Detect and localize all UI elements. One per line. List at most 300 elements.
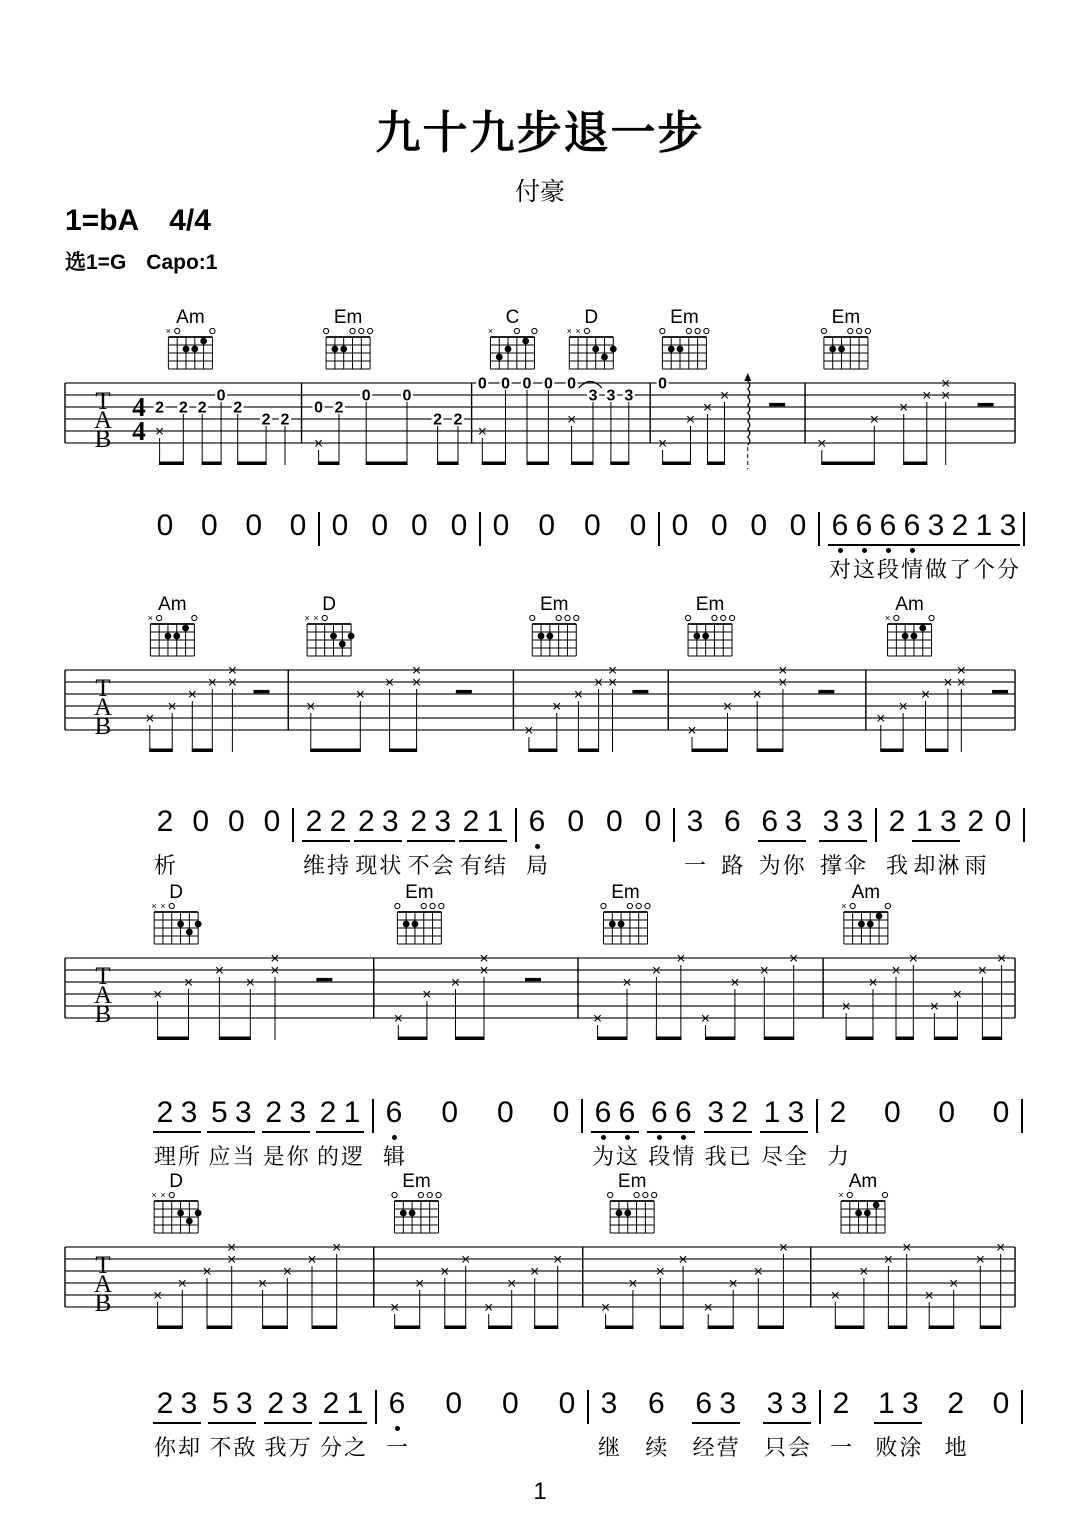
finger-dot (677, 346, 684, 353)
strum-x-mark: × (600, 1299, 611, 1317)
jianpu-note: 0 (538, 509, 555, 542)
open-string-marker (169, 903, 174, 908)
jianpu-notes-row (597, 1388, 621, 1424)
open-string-marker (608, 1192, 613, 1197)
jianpu-lyrics-row (498, 1435, 522, 1461)
jianpu-note: 2 (947, 1387, 964, 1420)
beam (660, 1326, 684, 1330)
jianpu-lyrics-row (876, 557, 924, 583)
jianpu-note: 0 (410, 509, 428, 542)
jianpu-notes-row (153, 510, 177, 546)
fret-number: 2 (280, 411, 290, 429)
finger-dot (546, 633, 553, 640)
strum-x-mark: × (479, 950, 489, 968)
lyric-char: 为 (591, 1144, 614, 1169)
jianpu-notes-row (382, 1097, 406, 1133)
lyric-char: 理 (153, 1144, 176, 1169)
beam (835, 1326, 865, 1330)
jianpu-notes-row (580, 510, 604, 546)
tab-clef-letter: A (93, 982, 113, 1009)
jianpu-note-group (972, 510, 1020, 583)
strum-x-mark: × (245, 974, 255, 992)
jianpu-note: 2 (951, 509, 969, 542)
jianpu-notes-row (683, 806, 707, 842)
jianpu-measure (517, 806, 673, 879)
jianpu-dots-row (874, 1424, 922, 1433)
open-string-marker (885, 903, 890, 908)
jianpu-dot-cell (626, 546, 650, 555)
jianpu-notes-row (498, 1388, 522, 1424)
jianpu-dots-row (407, 842, 455, 851)
finger-dot (195, 1210, 202, 1217)
jianpu-dots-row (535, 546, 559, 555)
jianpu-lyrics-row (489, 557, 513, 583)
strum-x-mark: × (920, 686, 931, 704)
strum-x-mark: × (282, 1263, 292, 1281)
jianpu-dots-row (876, 546, 924, 555)
jianpu-note: 6 (594, 1096, 612, 1129)
jianpu-lyrics-row (935, 1144, 959, 1170)
jianpu-note: 3 (790, 1387, 808, 1420)
jianpu-note: 3 (434, 805, 451, 838)
beam (656, 1037, 682, 1041)
jianpu-note: 3 (822, 805, 840, 838)
jianpu-note: 6 (831, 509, 849, 542)
low-octave-dot (657, 1135, 662, 1140)
strum-x-mark: × (552, 1251, 563, 1269)
jianpu-note: 5 (211, 1387, 229, 1420)
jianpu-dot-cell (989, 1424, 1013, 1433)
tab-system-1 (65, 293, 1015, 493)
strum-x-mark: × (869, 411, 880, 429)
jianpu-dots-row (354, 842, 402, 851)
jianpu-dots-row (989, 1424, 1013, 1433)
low-octave-dot (601, 1135, 606, 1140)
finger-dot (165, 633, 172, 640)
half-rest-dash (253, 690, 269, 693)
jianpu-dots-row (885, 842, 909, 851)
jianpu-lyrics-row (786, 557, 810, 583)
jianpu-dot-cell (671, 1133, 695, 1142)
beam (896, 1037, 914, 1041)
jianpu-dot-cell (843, 842, 867, 851)
beam (571, 462, 593, 466)
jianpu-lyrics-row (153, 557, 177, 583)
jianpu-dots-row (224, 842, 248, 851)
jianpu-note: 3 (235, 1387, 253, 1420)
jianpu-lyrics-row (197, 557, 221, 583)
jianpu-dots-row (829, 1424, 853, 1433)
jianpu-lyrics-row (493, 1144, 517, 1170)
lyric-char: 败 (875, 1435, 898, 1460)
jianpu-notes-row (786, 510, 810, 546)
jianpu-dot-cell (972, 546, 996, 555)
fret-number: 0 (314, 399, 324, 417)
lyric-char: 状 (379, 853, 402, 878)
fret-number: 2 (155, 399, 165, 417)
jianpu-lyrics-row (626, 557, 650, 583)
jianpu-dot-cell (641, 842, 665, 851)
tab-clef-letter: B (94, 1001, 112, 1028)
chord-name: Em (540, 594, 569, 615)
lyric-char: 结 (483, 853, 506, 878)
strum-x-mark: × (817, 435, 827, 453)
lyric-char: 一 (683, 853, 706, 878)
jianpu-lyrics-row (720, 853, 744, 879)
jianpu-measure (294, 806, 515, 879)
lyric-char: 我 (704, 1144, 727, 1169)
jianpu-note: 6 (723, 805, 741, 838)
beam (527, 462, 549, 466)
finger-dot (522, 338, 529, 345)
beam (934, 1037, 958, 1041)
strum-x-mark: × (307, 1251, 317, 1269)
muted-string-marker: × (151, 901, 157, 911)
chord-diagram (324, 307, 373, 369)
lyric-char (880, 1144, 904, 1170)
jianpu-note: 1 (346, 1387, 364, 1420)
beam (980, 1326, 1001, 1330)
jianpu-line-3 (145, 1097, 1023, 1170)
jianpu-note-group (153, 1097, 201, 1170)
jianpu-notes-row (328, 510, 352, 546)
finger-dot (186, 1218, 193, 1225)
jianpu-note: 3 (707, 1096, 724, 1129)
finger-dot (538, 633, 545, 640)
lyric-char: 路 (721, 853, 744, 878)
jianpu-note: 0 (567, 805, 584, 838)
lyric-char (535, 557, 559, 583)
jianpu-note-group (264, 1388, 312, 1461)
open-string-marker (574, 615, 579, 620)
strum-x-mark: × (332, 1239, 342, 1257)
lyric-char: 一 (829, 1435, 852, 1460)
jianpu-dots-row (591, 1133, 639, 1142)
strum-x-mark: × (628, 1275, 638, 1293)
beam (157, 1326, 183, 1330)
lyric-char (935, 1144, 959, 1170)
open-string-marker (530, 615, 535, 620)
strum-x-mark: × (479, 962, 489, 980)
jianpu-dots-row (260, 842, 284, 851)
chord-name: D (584, 307, 599, 328)
strum-x-mark: × (703, 1299, 713, 1317)
jianpu-lyrics-row (153, 1435, 201, 1461)
lyric-char (489, 557, 513, 583)
open-string-marker (157, 615, 162, 620)
jianpu-dot-cell (828, 546, 852, 555)
open-string-marker (636, 903, 641, 908)
jianpu-note: 6 (528, 805, 546, 838)
jianpu-dots-row (989, 1133, 1013, 1142)
jianpu-note: 3 (381, 805, 399, 838)
beam (310, 749, 361, 753)
beam (578, 749, 599, 753)
lyric-char (153, 557, 177, 583)
jianpu-note-group (989, 1388, 1013, 1461)
open-string-marker (601, 903, 606, 908)
jianpu-lyrics-row (760, 1144, 808, 1170)
jianpu-notes-row (525, 806, 549, 842)
open-string-marker (848, 328, 853, 333)
strum-x-mark: × (552, 698, 562, 716)
strum-x-mark: × (461, 1251, 471, 1269)
chord-diagram (821, 307, 870, 369)
muted-string-marker: × (487, 326, 494, 336)
finger-dot (864, 1210, 871, 1217)
chord-name: Em (831, 307, 861, 328)
jianpu-lyrics-row (880, 1144, 904, 1170)
jianpu-lyrics-row (747, 557, 771, 583)
jianpu-notes-row (707, 510, 731, 546)
chord-name: D (169, 1171, 184, 1192)
strum-x-mark: × (778, 674, 788, 692)
strum-x-mark: × (943, 674, 953, 692)
beam (192, 749, 213, 753)
jianpu-dot-cell (343, 1424, 367, 1433)
jianpu-notes-row (644, 1388, 668, 1424)
jianpu-note: 2 (305, 805, 323, 838)
jianpu-note: 0 (992, 1096, 1010, 1129)
lyric-char: 雨 (964, 853, 987, 878)
jianpu-dots-row (489, 546, 513, 555)
open-string-marker (686, 328, 691, 333)
jianpu-dots-row (972, 546, 1020, 555)
chord-diagram (152, 882, 202, 944)
strum-x-mark: × (929, 998, 940, 1016)
jianpu-dot-cell (153, 1133, 177, 1142)
lyric-char: 做 (924, 557, 947, 582)
muted-string-marker: × (304, 613, 310, 623)
jianpu-note-group (668, 510, 692, 583)
strum-x-mark: × (270, 962, 280, 980)
jianpu-dots-row (493, 1133, 517, 1142)
strum-x-mark: × (778, 662, 788, 680)
jianpu-note: 3 (787, 1096, 805, 1129)
open-string-marker (192, 615, 197, 620)
jianpu-note-group (354, 806, 402, 879)
jianpu-note: 0 (445, 1387, 462, 1420)
jianpu-lyrics-row (826, 1144, 850, 1170)
finger-dot (601, 354, 608, 361)
tab-clef-letter: B (94, 1290, 112, 1317)
strum-x-mark: × (922, 387, 932, 405)
strum-x-mark: × (227, 662, 238, 680)
beam (444, 1326, 466, 1330)
jianpu-note-group (549, 1097, 573, 1170)
jianpu-note: 2 (410, 805, 427, 838)
lyric-char (602, 853, 626, 879)
jianpu-lyrics-row (302, 853, 350, 879)
finger-dot (412, 921, 419, 928)
half-rest-dash (992, 690, 1008, 693)
lyric-char: 了 (948, 557, 971, 582)
lyric-char: 敌 (233, 1435, 256, 1460)
jianpu-notes-row (316, 1097, 364, 1133)
lyric-char: 持 (326, 853, 349, 878)
jianpu-dots-row (459, 842, 507, 851)
lyric-char: 万 (288, 1435, 311, 1460)
lyric-char: 力 (826, 1144, 849, 1169)
jianpu-dots-row (319, 1424, 367, 1433)
lyric-char: 局 (525, 853, 548, 878)
lyric-char: 之 (343, 1435, 366, 1460)
lyric-char (260, 853, 284, 879)
jianpu-dots-row (880, 1133, 904, 1142)
jianpu-note-group (989, 1097, 1013, 1170)
jianpu-note: 3 (600, 1387, 618, 1420)
strum-x-mark: × (592, 1010, 603, 1028)
jianpu-dots-row (153, 842, 177, 851)
jianpu-dot-cell (177, 1133, 201, 1142)
strum-x-mark: × (573, 686, 584, 704)
open-string-marker (395, 903, 400, 908)
jianpu-lyrics-row (354, 853, 402, 879)
lyric-char: 所 (177, 1144, 200, 1169)
jianpu-dot-cell (826, 1133, 850, 1142)
jianpu-measure (675, 806, 875, 879)
jianpu-dot-cell (782, 842, 806, 851)
jianpu-dot-cell (177, 1424, 201, 1433)
jianpu-notes-row (208, 1388, 256, 1424)
lyric-char: 撑 (819, 853, 842, 878)
jianpu-lyrics-row (602, 853, 626, 879)
jianpu-note-group (153, 1388, 201, 1461)
beam (366, 462, 408, 466)
jianpu-dots-row (760, 1133, 808, 1142)
lyric-char: 个 (972, 557, 995, 582)
strum-x-mark: × (167, 698, 177, 716)
lyric-char: 你 (153, 1435, 176, 1460)
jianpu-note-group (447, 510, 471, 583)
chord-diagram (152, 1171, 202, 1233)
jianpu-notes-row (880, 1097, 904, 1133)
strum-x-mark: × (384, 674, 395, 692)
open-string-marker (847, 1192, 852, 1197)
jianpu-note: 1 (763, 1096, 781, 1129)
jianpu-lyrics-row (885, 853, 909, 879)
open-string-marker (652, 1192, 657, 1197)
jianpu-measure (821, 1388, 1021, 1461)
open-string-marker (634, 1192, 639, 1197)
lyric-char: 续 (645, 1435, 668, 1460)
jianpu-dots-row (668, 546, 692, 555)
jianpu-lyrics-row (319, 1435, 367, 1461)
jianpu-dot-cell (549, 1133, 573, 1142)
page-number: 1 (533, 1478, 547, 1505)
lyric-char (564, 853, 588, 879)
jianpu-dot-cell (707, 546, 731, 555)
jianpu-dot-cell (647, 1133, 671, 1142)
jianpu-line-4 (145, 1388, 1023, 1461)
jianpu-note: 2 (829, 1096, 847, 1129)
jianpu-note-group (692, 1388, 740, 1461)
beam (605, 1326, 633, 1330)
muted-string-marker: × (165, 326, 172, 336)
jianpu-dot-cell (900, 546, 924, 555)
open-string-marker (430, 903, 435, 908)
jianpu-dots-row (385, 1424, 409, 1433)
jianpu-note: 3 (939, 805, 957, 838)
lyric-char: 营 (716, 1435, 739, 1460)
strum-x-mark: × (651, 962, 662, 980)
jianpu-lyrics-row (264, 1435, 312, 1461)
jianpu-note: 6 (385, 1096, 403, 1129)
jianpu-lyrics-row (459, 853, 507, 879)
fret-number: 3 (606, 387, 616, 405)
jianpu-notes-row (989, 1388, 1013, 1424)
finger-dot (409, 1210, 416, 1217)
jianpu-dot-cell (580, 546, 604, 555)
jianpu-dot-cell (260, 842, 284, 851)
lyric-char: 继 (597, 1435, 620, 1460)
jianpu-note: 0 (441, 1096, 458, 1129)
strum-x-mark: × (702, 399, 713, 417)
jianpu-dot-cell (207, 1133, 231, 1142)
chord-diagram (530, 594, 579, 656)
jianpu-note-group (647, 1097, 695, 1170)
jianpu-note-group (991, 806, 1015, 879)
jianpu-lyrics-row (316, 1144, 364, 1170)
jianpu-lyrics-row (763, 1435, 811, 1461)
jianpu-dots-row (286, 546, 310, 555)
low-octave-dot (910, 548, 915, 553)
jianpu-note-group (760, 1097, 808, 1170)
half-rest-dash (632, 690, 648, 693)
jianpu-measure (481, 510, 658, 583)
jianpu-measure (145, 806, 292, 879)
lyric-char (641, 853, 665, 879)
strum-x-mark: × (227, 1239, 237, 1257)
jianpu-note: 0 (200, 509, 218, 542)
jianpu-measure (660, 510, 818, 583)
finger-dot (195, 921, 202, 928)
jianpu-dot-cell (747, 546, 771, 555)
jianpu-notes-row (489, 510, 513, 546)
alt-key-capo-line (65, 246, 217, 276)
finger-dot (177, 921, 184, 928)
strum-x-mark: × (883, 1251, 894, 1269)
jianpu-note: 3 (999, 509, 1017, 542)
tab-system-3 (65, 868, 1015, 1068)
tab-clef-letter: B (94, 426, 112, 453)
jianpu-note: 3 (927, 509, 945, 542)
jianpu-note: 2 (322, 1387, 340, 1420)
jianpu-note: 0 (938, 1096, 955, 1129)
time-signature: 4/4 (169, 204, 211, 237)
jianpu-note: 0 (789, 509, 807, 542)
jianpu-notes-row (763, 1388, 811, 1424)
jianpu-note-group (935, 1097, 959, 1170)
jianpu-note: 1 (975, 509, 993, 542)
jianpu-dot-cell (964, 842, 988, 851)
jianpu-dots-row (644, 1424, 668, 1433)
jianpu-lyrics-row (874, 1435, 922, 1461)
beam (394, 1326, 420, 1330)
jianpu-note: 2 (267, 1387, 284, 1420)
chord-diagram (395, 882, 444, 944)
time-sig-numerator: 4 (132, 392, 146, 422)
jianpu-note: 0 (496, 1096, 514, 1129)
lyric-char (442, 1435, 466, 1461)
jianpu-dots-row (647, 1133, 695, 1142)
finger-dot (191, 346, 198, 353)
jianpu-notes-row (692, 1388, 740, 1424)
jianpu-note: 2 (357, 805, 375, 838)
jianpu-dots-row (153, 1424, 201, 1433)
open-string-marker (627, 903, 632, 908)
jianpu-dot-cell (242, 546, 266, 555)
